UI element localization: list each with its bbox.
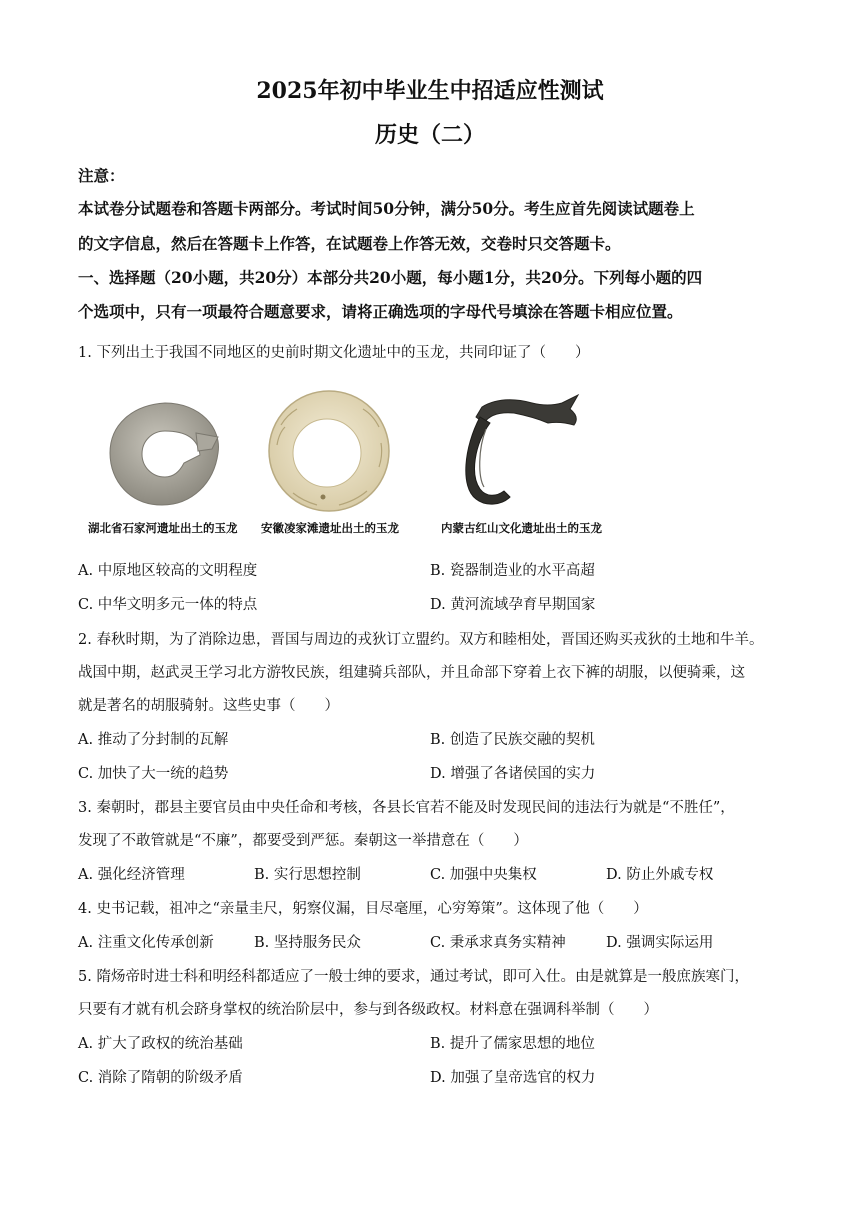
question-5-stem-line-2: 只要有才就有机会跻身掌权的统治阶层中，参与到各级政权。材料意在强调科举制（ ）	[78, 1002, 658, 1018]
exam-title: 2025年初中毕业生中招适应性测试	[256, 78, 604, 104]
question-3-option-d: D. 防止外戚专权	[606, 867, 714, 883]
question-2-option-c: C. 加快了大一统的趋势	[78, 766, 229, 782]
question-4-option-c: C. 秉承求真务实精神	[430, 935, 566, 951]
question-3-stem-line-1: 3. 秦朝时，郡县主要官员由中央任命和考核，各县长官若不能及时发现民间的违法行为就是“不胜任”，	[78, 800, 735, 816]
image-caption-lingjiatan: 安徽凌家滩遗址出土的玉龙	[261, 521, 399, 535]
image-caption-shijiahe: 湖北省石家河遗址出土的玉龙	[88, 521, 238, 535]
question-2-stem-line-3: 就是著名的胡服骑射。这些史事（ ）	[78, 698, 339, 714]
jade-dragon-shijiahe-image	[100, 393, 230, 515]
image-caption-hongshan: 内蒙古红山文化遗址出土的玉龙	[441, 521, 602, 535]
question-3-option-b: B. 实行思想控制	[254, 867, 361, 883]
question-1-option-b: B. 瓷器制造业的水平高超	[430, 563, 595, 579]
question-3-option-c: C. 加强中央集权	[430, 867, 537, 883]
notice-line-2: 的文字信息，然后在答题卡上作答，在试题卷上作答无效，交卷时只交答题卡。	[78, 234, 621, 253]
question-4-option-a: A. 注重文化传承创新	[78, 935, 214, 951]
question-1-option-d: D. 黄河流域孕育早期国家	[430, 597, 596, 613]
question-2-option-d: D. 增强了各诸侯国的实力	[430, 766, 596, 782]
question-5-option-c: C. 消除了隋朝的阶级矛盾	[78, 1070, 243, 1086]
question-2-stem-line-2: 战国中期，赵武灵王学习北方游牧民族，组建骑兵部队，并且命部下穿着上衣下裤的胡服，以便骑乘，这	[78, 665, 745, 681]
question-4-option-b: B. 坚持服务民众	[254, 935, 361, 951]
question-5-option-b: B. 提升了儒家思想的地位	[430, 1036, 595, 1052]
section-heading-line-2: 个选项中，只有一项最符合题意要求，请将正确选项的字母代号填涂在答题卡相应位置。	[78, 302, 683, 321]
exam-subtitle: 历史（二）	[374, 122, 485, 148]
question-2-option-b: B. 创造了民族交融的契机	[430, 732, 595, 748]
question-5-stem-line-1: 5. 隋炀帝时进士科和明经科都适应了一般士绅的要求，通过考试，即可入仕。由是就算是一般庶族寒门，	[78, 969, 749, 985]
question-1-stem: 1. 下列出土于我国不同地区的史前时期文化遗址中的玉龙，共同印证了（ ）	[78, 345, 590, 361]
question-5-option-d: D. 加强了皇帝选官的权力	[430, 1070, 596, 1086]
question-4-stem: 4. 史书记载，祖冲之“亲量圭尺，躬察仪漏，目尽毫厘，心穷筹策”。这体现了他（ ）	[78, 901, 648, 917]
notice-line-1: 本试卷分试题卷和答题卡两部分。考试时间50分钟，满分50分。考生应首先阅读试题卷上	[78, 199, 695, 218]
question-3-stem-line-2: 发现了不敢管就是“不廉”，都要受到严惩。秦朝这一举措意在（ ）	[78, 833, 528, 849]
question-5-option-a: A. 扩大了政权的统治基础	[78, 1036, 243, 1052]
question-1-option-a: A. 中原地区较高的文明程度	[78, 563, 258, 579]
question-2-stem-line-1: 2. 春秋时期，为了消除边患，晋国与周边的戎狄订立盟约。双方和睦相处，晋国还购买戎狄的土地和牛羊。	[78, 632, 764, 648]
question-1-option-c: C. 中华文明多元一体的特点	[78, 597, 258, 613]
question-3-option-a: A. 强化经济管理	[78, 867, 185, 883]
question-2-option-a: A. 推动了分封制的瓦解	[78, 732, 229, 748]
jade-dragon-lingjiatan-image	[263, 385, 395, 515]
section-heading-line-1: 一、选择题（20小题，共20分）本部分共20小题，每小题1分，共20分。下列每小题的四	[78, 268, 703, 287]
question-4-option-d: D. 强调实际运用	[606, 935, 714, 951]
notice-label: 注意：	[78, 166, 125, 185]
jade-dragon-hongshan-image	[452, 387, 584, 517]
